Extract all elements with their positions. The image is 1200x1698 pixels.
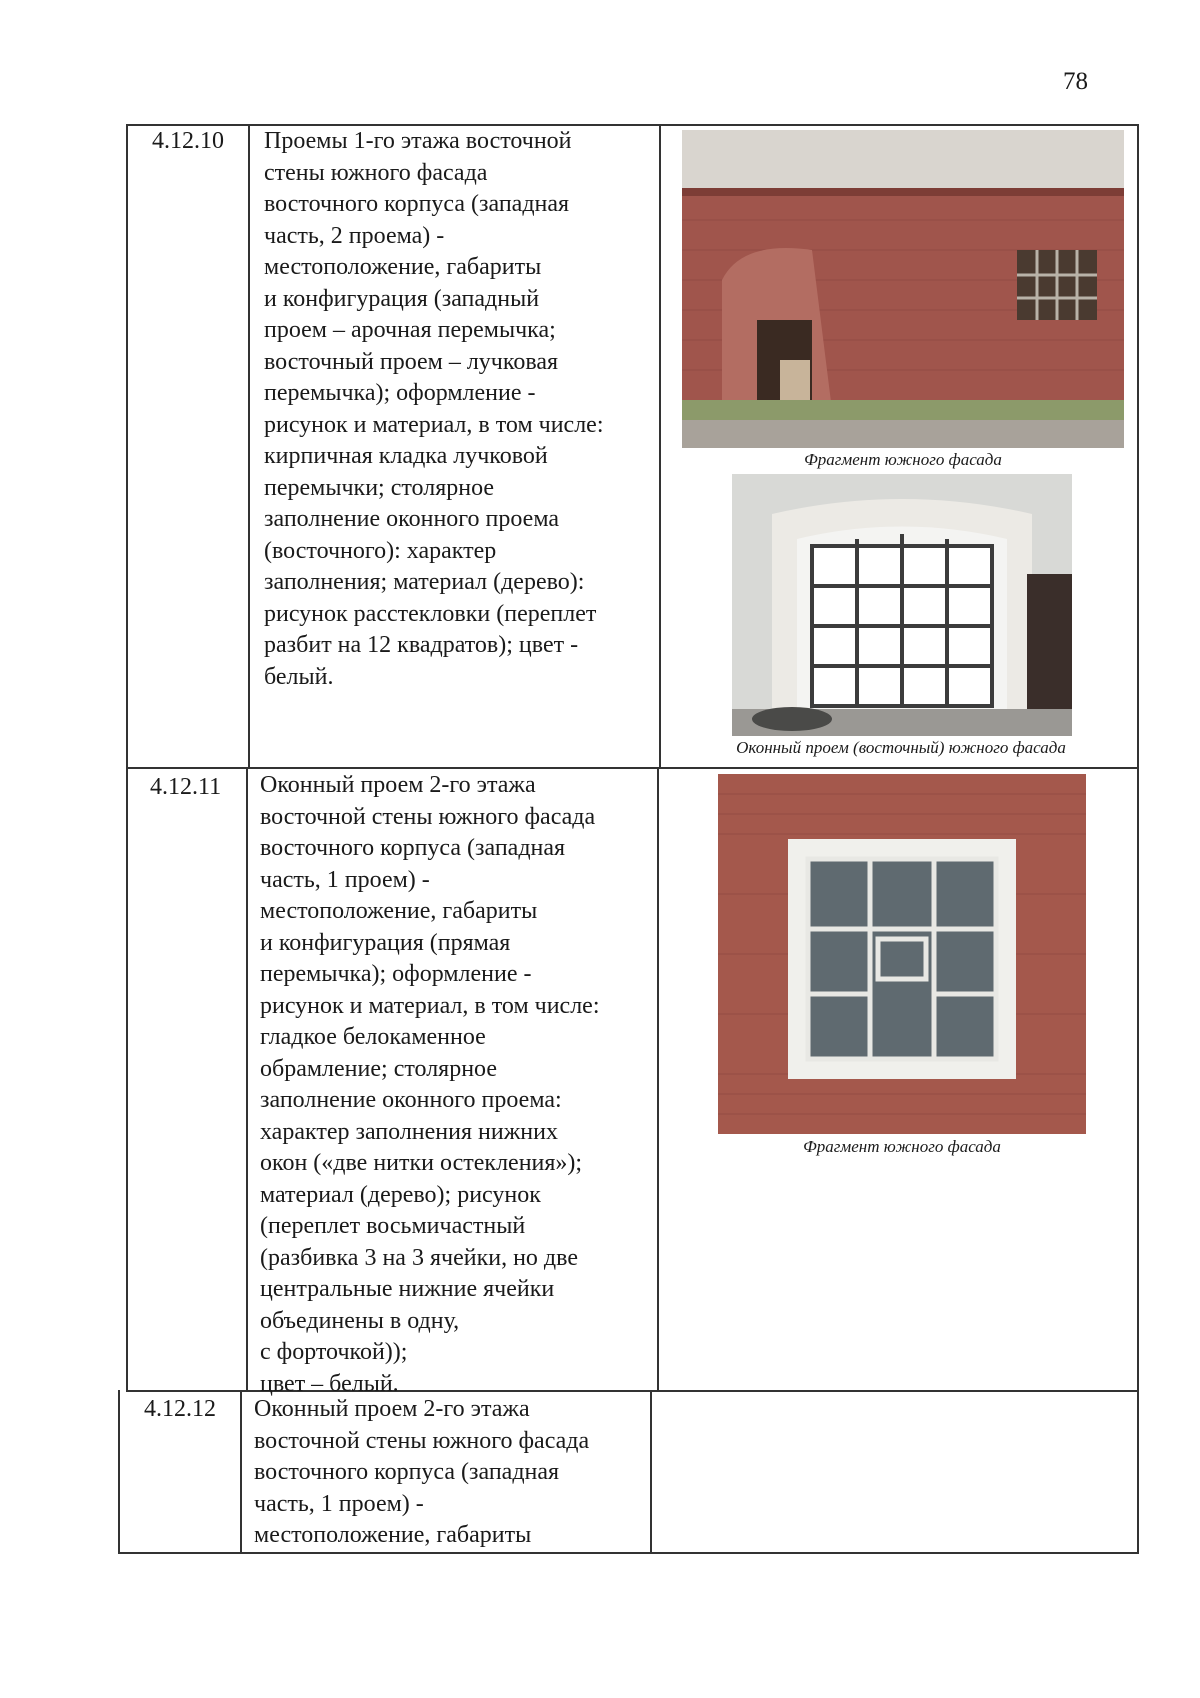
- photo-caption: Оконный проем (восточный) южного фасада: [736, 738, 1066, 757]
- row-description: Проемы 1-го этажа восточной стены южного фасада восточного корпуса (западная часть, 2 проема) - местоположение, габариты и конфигурация (западный проем – арочная перемычка; восточный проем – лучковая перемычка); оформление - рисунок и материал, в том числе: кирпичная кладка лучковой перемычки; столярное заполнение оконного проема (восточного): характер заполнения; материал (дерево): рисунок расстекловки (переплет разбит на 12 квадратов); цвет - белый.: [264, 128, 604, 690]
- row-number: 4.12.12: [144, 1396, 216, 1422]
- row-number: 4.12.10: [152, 128, 224, 154]
- description-table: [126, 124, 1139, 1554]
- page-number: 78: [1063, 68, 1088, 95]
- row-number: 4.12.11: [150, 774, 222, 800]
- photo-caption: Фрагмент южного фасада: [804, 450, 1002, 469]
- window-photo: [732, 474, 1072, 736]
- row-description: Оконный проем 2-го этажа восточной стены южного фасада восточного корпуса (западная часть, 1 проем) - местоположение, габариты и конфигурация (прямая перемычка); оформление - рисунок и материал, в том числе: гладкое белокаменное обрамление; столярное заполнение оконного проема: характер заполнения нижних окон («две нитки остекления»); материал (дерево); рисунок (переплет восьмичастный (разбивка 3 на 3 ячейки, но две центральные нижние ячейки объединены в одну, с форточкой)); цвет – белый.: [260, 772, 600, 1397]
- photo-caption: Фрагмент южного фасада: [803, 1137, 1001, 1156]
- row-description: Оконный проем 2-го этажа восточной стены южного фасада восточного корпуса (западная часть, 1 проем) - местоположение, габариты: [254, 1396, 590, 1548]
- facade-photo: [682, 130, 1124, 448]
- window-photo: [718, 774, 1086, 1134]
